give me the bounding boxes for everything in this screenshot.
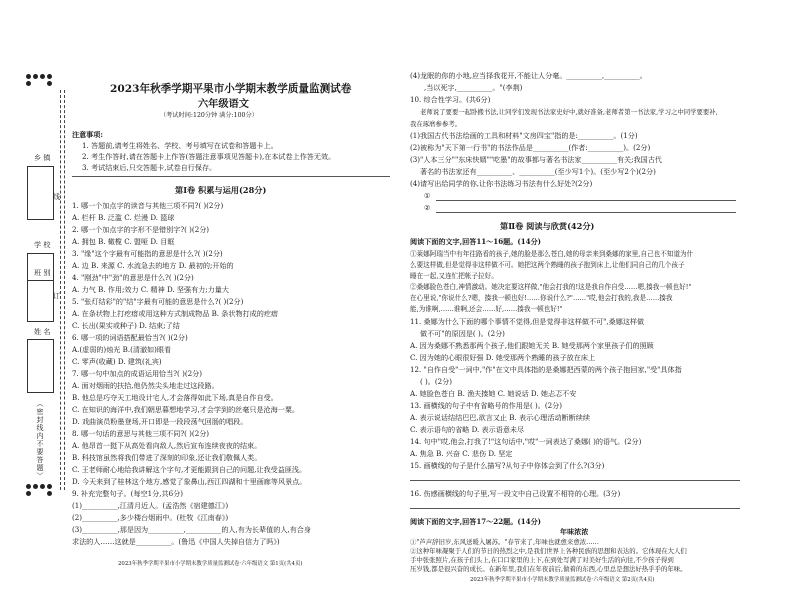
question-line: A. 拥包 B. 橄榄 C. 盟哑 D. 目眶: [72, 237, 175, 246]
question-line: A. 他昂首一挺下从高处看向敌人,然后宣布连续夜夜的结束。: [72, 441, 262, 450]
option-line: A. 焦急 B. 兴奋 C. 悲伤 D. 坚定: [410, 449, 513, 458]
question-line: (3)__________,那是因为__________,__________的人,有为长辈值的人,有合身: [72, 525, 311, 534]
question-line: 6. 哪一项的词语搭配最恰当?( )(2分): [72, 333, 188, 342]
binding-line: [60, 90, 61, 490]
question-line: (4)请写出给同学的你,让你书法练习书法有什么好处?(2分): [410, 179, 593, 188]
question-line: 14. 句中"哎,他会,打我了!"这句话中,"哎"一词表达了桑娜( )的语气。(2分): [410, 437, 642, 446]
note-line: 2. 考生作答时,请在答题卡上作答(答题注意事项见答题卡),在本试卷上作答无效。: [82, 152, 336, 161]
question-line: A. 面对烟雨的扶拾,他仍然尖头地走过这段路。: [72, 381, 219, 390]
question-line: 11. 桑娜为什么下面的哪个事情不觉得,但是觉得非这样做不可",桑娜这样做: [410, 317, 645, 326]
question-line: 3. "缘"这个字最有可能指的意思是什么?( )(2分): [72, 249, 223, 258]
question-line: 16. 伤感画横线的句子里,写一段文中自己设置不相符的心理。(3分): [410, 489, 621, 498]
option-line: A. 她脸色苍白 B. 渔夫揍她 C. 她说话 D. 她忐忑不安: [410, 389, 577, 398]
question-line: A.(虚弱的)烛光 B.(清澈如)眼看: [72, 345, 172, 354]
question-line: B. 他总是巧夺天工地设计宅人,才会落得如此下场,真是自作自受。: [72, 393, 278, 402]
question-line: A. 栏杆 B. 泛滥 C. 烂漫 D. 篮球: [72, 213, 175, 222]
question-line: 著名的书法家还有__________、__________(至少写1个)。(至少写2个)(2分): [420, 167, 656, 176]
question-line: C. 长出(果实或种子) D. 结束;了结: [72, 321, 180, 330]
question-line: (2)__________,多少楼台烟雨中。(杜牧《江南春》): [72, 513, 229, 522]
cut-mark: 订: [53, 291, 61, 300]
notes-title: 注意事项:: [72, 130, 103, 139]
binding-hole: [47, 81, 52, 86]
question-line: D. 戏曲演员粉墨登场,开口即是一段段荡气回肠的唱段。: [72, 417, 248, 426]
question-line: ( )。(2分): [420, 377, 453, 386]
question-line: 15. 画横线的句子是什么描写?从句子中你体会到了什么?(3分): [410, 461, 605, 470]
option-line: A. 因为桑娜不熟悉那两个孩子,他们跟她无关 B. 她受那两个家里孩子们的照顾: [410, 341, 654, 350]
question-line: 4. "刚劲"中"劲"的意思是什么?( )(2分): [72, 273, 194, 282]
question-line: 1. 哪一个加点字的读音与其他三项不同?( )(2分): [72, 201, 224, 210]
option-line: C. 因为她的心眼很好强 D. 她受那两个熟睡的孩子放在床上: [410, 353, 596, 362]
answer-line[interactable]: [436, 212, 736, 213]
story-line: 在心里说,"你说什么?嗯，揍我一顿也好!……你说什么?"……"哎,他会打我的,我是……揍我: [410, 294, 673, 302]
sidebar-field-label: 乡 镇: [34, 153, 51, 162]
question-line: A. 力气 B. 作用;效力 C. 精神 D. 坚强有力;力量大: [72, 285, 229, 294]
prompt-line: 老师说了要要一起卧搬书法,让同学们发现书法家史好中,就好准备,老师者第一书法家,学习之中同学要要补,: [420, 108, 718, 116]
question-line: 求法的人……这就是__________。(鲁迅《中国人失掉自信力了吗》): [72, 537, 280, 546]
sidebar-field-box[interactable]: [27, 339, 54, 393]
question-line: 12. "自作自受"一词中,"作"在文中具体指的是桑娜把西蒙的两个孩子抱回家,"受"具体指: [410, 365, 682, 374]
story-line: 手中张张照片,在孩子们头上,在口口家里的上下,在到处写满了对美好生活的向往,不少孩子得到: [410, 556, 674, 564]
story-line: ①莱娜阿瑞当中有年往路看的孩子,她的脸是那么苍白,她的母亲来到桑娜的家里,自己也不知道为什: [410, 250, 694, 258]
question-line: 13. 画横线的句子中有省略号的作用是( )。(2分): [410, 401, 562, 410]
sidebar-field-box[interactable]: [27, 280, 54, 322]
question-line: 9. 补充完整句子。(每空1分,共6分): [72, 489, 183, 498]
story-line: 么要这样做,但是觉得非这样做不可。她把这两个熟睡的孩子抱到床上,让他们同自己的几个孩子: [410, 261, 685, 269]
binding-hole: [33, 484, 38, 489]
story-line: ①"芦声辞旧岁,东风送暖入屠苏。"春节来了,年味也就愈来愈浓……: [410, 538, 599, 546]
question-line: C. 王老师耐心地给我讲解这个字句,才更能跟到自己的问题,让我受益匪浅。: [72, 465, 307, 474]
binding-hole: [47, 484, 52, 489]
story-line: 睡在一起,又连忙把帐子拉好。: [410, 272, 498, 280]
binding-hole: [26, 491, 31, 496]
reading-instruction: 阅读下面的文字,回答11～16题。(14分): [410, 237, 542, 246]
binding-line: [64, 90, 65, 490]
exam-info: （考试时间:120分钟 满分:100分）: [160, 112, 258, 119]
answer-marker: ②: [424, 203, 431, 212]
story-title: 年味浓浓: [560, 527, 589, 536]
cut-mark: 线: [53, 192, 61, 201]
question-line: C. 零声(收藏) D. 建筑(礼宾): [72, 357, 162, 366]
prompt-line: 我在琢磨参参考。: [410, 120, 462, 128]
question-line: (4)龙眠的你的小地,应当择我花开,不能让人分毫。__________,__________。: [410, 71, 647, 80]
question-line: 做不可"的原因是( )。(2分): [420, 329, 505, 338]
binding-hole: [47, 74, 52, 79]
story-line: 能,为谁啊,……谁啊,还会……好,……揍我一顿也好!": [410, 305, 563, 313]
binding-hole: [26, 484, 31, 489]
binding-hole: [26, 74, 31, 79]
reading-instruction: 阅读下面的文字,回答17～22题。(14分): [410, 517, 542, 526]
question-line: D. 今天来到了桂林这个地方,感觉了象鼻山,西江四湖和十里画廊等风景点。: [72, 477, 307, 486]
question-line: C. 在知识的海洋中,我们朝思暮想地学习,才会学到的丝毫只是沧海一粟。: [72, 405, 300, 414]
page-footer: 2023年秋季学期平果市小学期末教学质量监测试卷·六年级语文 第2页(共4页): [470, 577, 655, 583]
option-line: A. 表示说话结结巴巴,欲言又止 B. 表示心理活动断断续续: [410, 413, 590, 422]
story-line: ②这种年味凝聚于人们的节日的热烈之中,是我们世界上各种民族的思想和表达的。它体现在大人们: [410, 547, 687, 555]
story-line: 压岁钱,都是很兴奋的成长。在新年里,我们在年夜前后,做着的东西,心里总是想法好热乎乎的年味。: [410, 565, 687, 573]
question-line: ,当以死字,__________。"(李荆): [424, 83, 523, 92]
question-line: (2)被称为"天下第一行书"的书法作品是__________(作者:__________)。(2分): [410, 143, 651, 152]
question-line: (3)"人本三分""东床快婿""吃墨"的故事都与著名书法家__________有关;我国古代: [410, 155, 662, 164]
binding-hole: [40, 74, 45, 79]
binding-hole: [33, 74, 38, 79]
section-heading: 第Ⅰ卷 积累与运用(28分): [175, 185, 267, 195]
answer-line[interactable]: [410, 508, 740, 509]
sidebar-note: （密封线内不要答题）: [36, 400, 44, 480]
sidebar-field-box[interactable]: [27, 166, 54, 220]
page-title: 2023年秋季学期平果市小学期末教学质量监测试卷: [110, 83, 352, 95]
binding-hole: [47, 491, 52, 496]
note-line: 3. 考试结束后,只交答题卡,试卷自行保存。: [82, 163, 217, 172]
answer-line[interactable]: [410, 480, 740, 481]
binding-hole: [26, 81, 31, 86]
option-line: C. 表示语句的省略 D. 表示语意未尽: [410, 425, 525, 434]
sidebar-field-label: 班 别: [34, 268, 51, 277]
sidebar-field-label: 姓 名: [34, 327, 51, 336]
question-line: A. 在条状物上打疙瘩或用这种方式制成物品 B. 条状物打成的疙瘩: [72, 309, 279, 318]
question-line: 10. 综合性学习。(共6分): [410, 95, 491, 104]
answer-line[interactable]: [436, 200, 736, 201]
question-line: 5. "张灯结彩"的"结"字最有可能的意思是什么?( )(2分): [72, 297, 244, 306]
question-line: B. 科技馆虽然将我们带进了深刻的印象,还让我们敬佩人类。: [72, 453, 262, 462]
question-line: A. 边 B. 来源 C. 水流急去的地方 D. 最初的;开始的: [72, 261, 234, 270]
note-line: 1. 答题前,请考生将姓名、学校、考号填写在试卷和答题卡上。: [82, 141, 278, 150]
question-line: (1)__________,江清月近人。(孟浩然《宿建德江》): [72, 501, 229, 510]
question-line: 8. 哪一句话的意思与其他三项不同?( )(2分): [72, 429, 210, 438]
subject-title: 六年级语文: [198, 98, 249, 110]
question-line: (1)我国古代书法绘画的工具和材料"文房四宝"指的是:__________。(1分): [410, 131, 638, 140]
question-line: 7. 哪一句中加点的成语运用恰当?( )(2分): [72, 369, 202, 378]
binding-hole: [40, 484, 45, 489]
story-line: ②桑娜脸色苍白,神情激动。她决定要这样做,"他会打我的!这是我自作自受……嗯,揍我一顿也好!": [410, 283, 692, 291]
answer-marker: ①: [424, 191, 431, 200]
section-heading: 第Ⅱ卷 阅读与欣赏(42分): [500, 221, 595, 231]
sidebar-field-label: 学 校: [34, 240, 51, 249]
question-line: 2. 哪一个加点字的字形不是错别字?( )(2分): [72, 225, 210, 234]
page-footer: 2023年秋季学期平果市小学期末教学质量监测试卷·六年级语文 第1页(共4页): [118, 561, 303, 567]
divider: [72, 176, 390, 177]
